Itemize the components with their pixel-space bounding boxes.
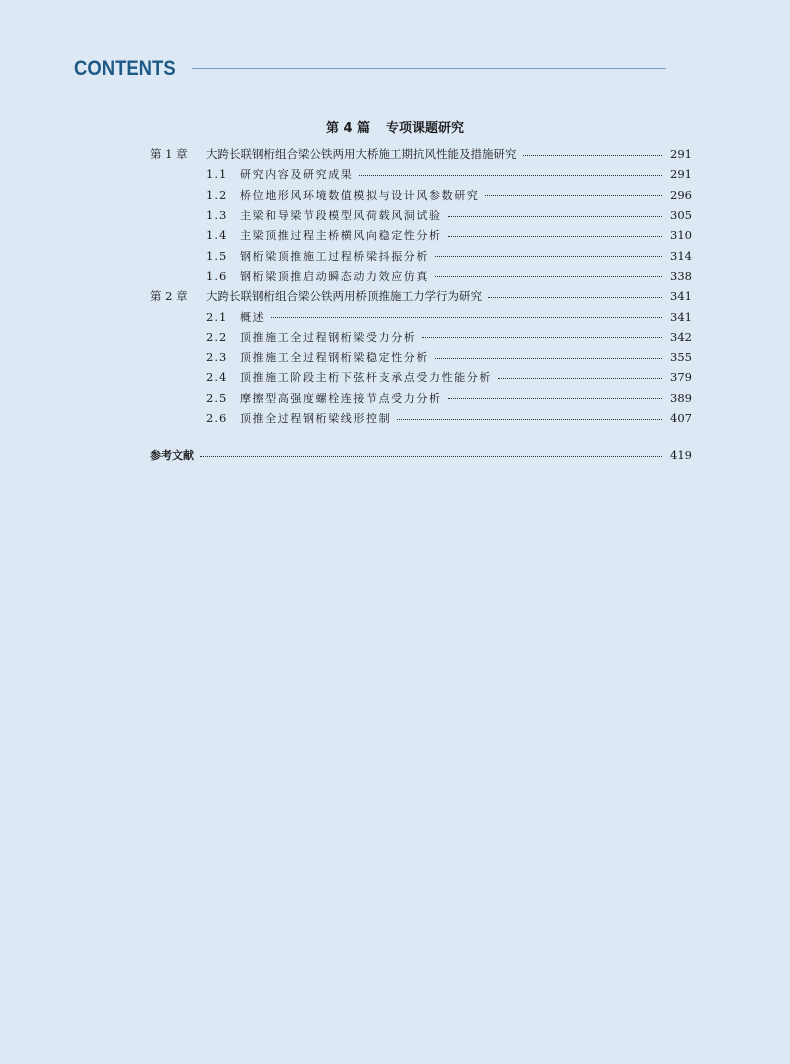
chapter-title: 大跨长联钢桁组合梁公铁两用大桥施工期抗风性能及措施研究 (206, 147, 517, 162)
toc-section[interactable] (150, 306, 692, 326)
page-number: 310 (670, 228, 692, 243)
section-title: 摩擦型高强度螺栓连接节点受力分析 (240, 391, 442, 405)
toc-section[interactable] (150, 164, 692, 184)
page-number: 379 (670, 370, 692, 385)
chapter-number: 第 2 章 (150, 289, 188, 304)
toc-section[interactable] (150, 245, 692, 265)
section-number: 2.3 (206, 350, 228, 365)
section-number: 2.4 (206, 370, 228, 385)
dot-leader (488, 297, 662, 298)
page-number: 314 (670, 248, 692, 263)
section-title: 主梁顶推过程主桥横风向稳定性分析 (240, 229, 442, 243)
page-number: 342 (670, 329, 692, 344)
section-number: 1.4 (206, 228, 228, 243)
dot-leader (485, 195, 662, 196)
dot-leader (448, 236, 662, 237)
toc-section[interactable] (150, 367, 692, 387)
page-number: 389 (670, 390, 692, 405)
section-title: 桥位地形风环境数值模拟与设计风参数研究 (240, 188, 480, 202)
dot-leader (448, 216, 662, 217)
toc-section[interactable] (150, 225, 692, 245)
page-number: 305 (670, 208, 692, 223)
section-title: 顶推施工全过程钢桁梁稳定性分析 (240, 351, 429, 365)
dot-leader (435, 276, 662, 277)
table-of-contents (150, 144, 692, 465)
dot-leader (498, 378, 662, 379)
part-title: 专项课题研究 (386, 121, 465, 136)
section-number: 1.2 (206, 187, 228, 202)
dot-leader (448, 398, 662, 399)
section-number: 2.2 (206, 329, 228, 344)
chapter-number: 第 1 章 (150, 147, 188, 162)
toc-section[interactable] (150, 327, 692, 347)
toc-section[interactable] (150, 185, 692, 205)
section-title: 钢桁梁顶推施工过程桥梁抖振分析 (240, 249, 429, 263)
toc-section[interactable] (150, 266, 692, 286)
page-number: 338 (670, 268, 692, 283)
section-number: 1.5 (206, 248, 228, 263)
section-title: 顶推全过程钢桁梁线形控制 (240, 412, 392, 425)
toc-section[interactable] (150, 408, 692, 428)
toc-chapter[interactable] (150, 144, 692, 164)
dot-leader (523, 155, 663, 156)
dot-leader (200, 456, 662, 457)
page-number: 296 (670, 187, 692, 202)
toc-chapter[interactable] (150, 286, 692, 306)
dot-leader (397, 419, 662, 420)
section-title: 概述 (240, 310, 266, 324)
dot-leader (359, 175, 662, 176)
references-title: 参考文献 (150, 449, 194, 463)
page-number: 355 (670, 350, 692, 365)
section-title: 顶推施工全过程钢桁梁受力分析 (240, 330, 417, 344)
part-number: 第 4 篇 (325, 121, 371, 136)
toc-section[interactable] (150, 347, 692, 367)
dot-leader (435, 256, 662, 257)
dot-leader (422, 337, 662, 338)
section-number: 1.6 (206, 268, 228, 283)
dot-leader (271, 317, 662, 318)
toc-references[interactable] (150, 445, 692, 465)
section-number: 1.1 (206, 167, 228, 182)
chapter-title: 大跨长联钢桁组合梁公铁两用桥顶推施工力学行为研究 (206, 289, 482, 304)
part-heading (0, 120, 790, 138)
page-number: 341 (670, 309, 692, 324)
page-number: 291 (670, 167, 692, 182)
page-number: 407 (670, 411, 692, 425)
dot-leader (435, 358, 662, 359)
section-title: 主梁和导梁节段模型风荷载风洞试验 (240, 209, 442, 223)
section-title: 研究内容及研究成果 (240, 168, 354, 182)
section-title: 顶推施工阶段主桁下弦杆支承点受力性能分析 (240, 371, 492, 385)
section-number: 1.3 (206, 208, 228, 223)
page-number: 341 (670, 289, 692, 304)
page-number: 419 (670, 448, 692, 463)
section-number: 2.5 (206, 390, 228, 405)
page-number: 291 (670, 147, 692, 162)
toc-section[interactable] (150, 388, 692, 408)
contents-heading: CONTENTS (74, 57, 176, 80)
section-number: 2.1 (206, 309, 228, 324)
header-divider (192, 68, 666, 69)
section-number: 2.6 (206, 411, 228, 425)
section-title: 钢桁梁顶推启动瞬态动力效应仿真 (240, 269, 429, 283)
toc-section[interactable] (150, 205, 692, 225)
page-header (74, 56, 666, 82)
